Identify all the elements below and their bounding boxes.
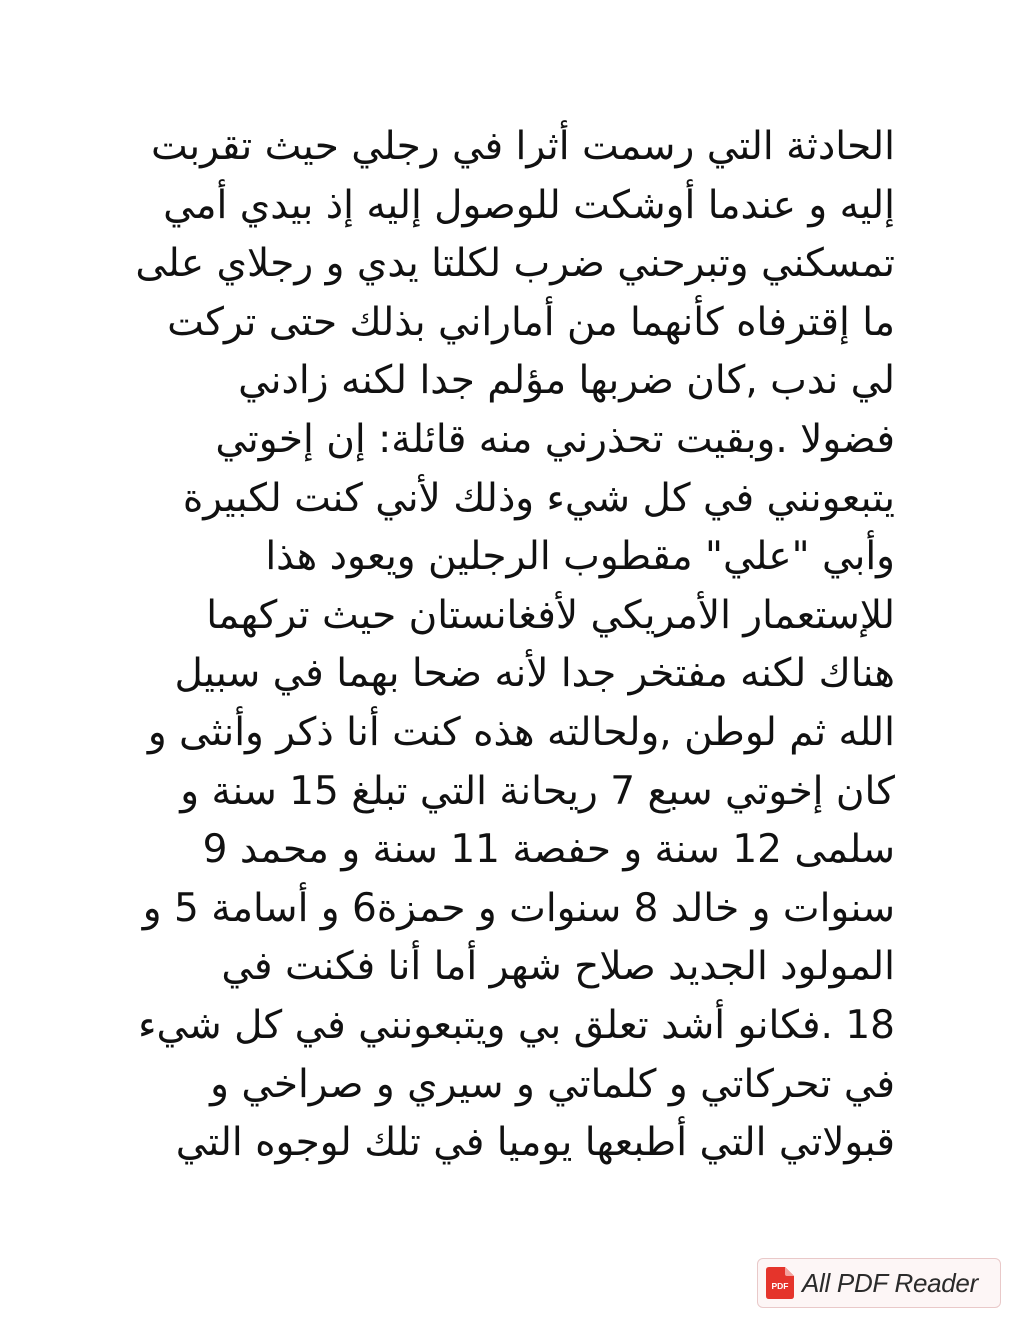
text-line-3: تمسكني وتبرحني ضرب لكلتا يدي و رجلاي على [135,241,895,287]
text-line-6: فضولا .وبقيت تحذرني منه قائلة: إن إخوتي [215,416,895,462]
text-line-17: في تحركاتي و كلماتي و سيري و صراخي و [210,1061,895,1107]
text-line-15: المولود الجديد صلاح شهر أما أنا فكنت في [221,944,895,990]
all-pdf-reader-badge[interactable] [757,1258,1001,1308]
text-line-1: الحادثة التي رسمت أثرا في رجلي حيث تقربت [150,124,895,169]
text-line-10: هناك لكنه مفتخر جدا لأنه ضحا بهما في سبيل [174,651,895,697]
text-line-9: للإستعمار الأمريكي لأفغانستان حيث تركهما [206,592,895,638]
text-line-5: لي ندب ,كان ضربها مؤلم جدا لكنه زادني [238,358,895,404]
pdf-file-icon [766,1267,794,1299]
text-line-16: 18 .فكانو أشد تعلق بي ويتبعونني في كل شيء [138,1002,895,1048]
text-line-14: سنوات و خالد 8 سنوات و حمزة6 و أسامة 5 و [142,885,895,931]
text-line-4: ما إقترفاه كأنهما من أماراني بذلك حتى تركت [167,299,895,345]
document-text [135,118,895,1173]
text-line-12: كان إخوتي سبع 7 ريحانة التي تبلغ 15 سنة و [180,768,895,814]
text-line-13: سلمى 12 سنة و حفصة 11 سنة و محمد 9 [202,827,895,873]
text-line-2: إليه و عندما أوشكت للوصول إليه إذ بيدي أمي [163,182,895,228]
badge-label: All PDF Reader [802,1267,978,1298]
text-line-11: الله ثم لوطن ,ولحالته هذه كنت أنا ذكر وأنثى و [147,709,895,755]
pdf-icon-text: PDF [771,1281,789,1291]
text-line-8: وأبي "علي" مقطوب الرجلين ويعود هذا [265,534,895,580]
text-line-18: قبولاتي التي أطبعها يوميا في تلك لوجوه التي [175,1120,895,1166]
text-line-7: يتبعونني في كل شيء وذلك لأني كنت لكبيرة [182,475,895,521]
